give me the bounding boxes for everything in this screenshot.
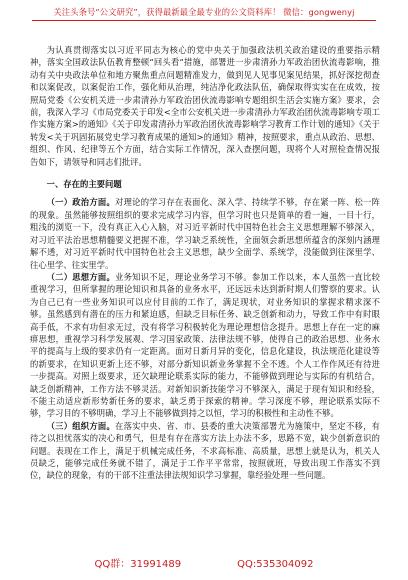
item-label: （二）思想方面。 [46, 271, 116, 282]
item-label: （一）政治方面。 [46, 197, 116, 208]
item-text: 业务知识不足，理论业务学习不够。参加工作以来，本人虽然一直比较重视学习，但所掌握的理论知识和具备的业务水平，还远远未达到新时期人们警察的要求。认为自己已有一些业务知识可以应付目前的工作了，满足现状，对业务知识的掌握求精求深不够。虽然感到有潜在的压力和紧迫感，但缺乏目标任务、缺乏创新和动力，导致工作中有时眼高手低，不求有功但求无过，没有将学习积极转化为理论理想信念提升。思想上存在一定的麻痹思想，重视学习科学发展观、学习国家政策、法律法规不够，使得自己的政治思想、业务水平的提高与上级的要求仍有一定距离。面对日新月异的变化，信息化建设，执法规范化建设等的新要求，在知识更新上还不够，对部分新知识新业务掌握不全不透。个人工作作风还有待进一步提高。对照上级要求，还欠缺理论联系实际的能力，不能够做到理论与实际的有机结合，缺乏创新精神，工作方法不够灵活。对新知识新技能学习不够深入，满足于现有知识和经验，不能主动适应新形势新任务的要求，缺乏勇于探索的精神。学习深度不够，理论联系实际不够，学习目的不够明确，学习上不能够做到持之以恒，学习的积极性和主动性不够。 [30, 271, 380, 419]
top-banner [0, 6, 408, 34]
banner-divider [32, 20, 376, 21]
item-organization [30, 420, 380, 482]
section-heading: 一、存在的主要问题 [46, 179, 122, 190]
item-text: 对理论的学习存在表面化、深入学、持续学不够，存在紧一阵、松一阵的现象。虽然能够按照组织的要求完成学习内容，但学习时也只是简单的看一遍，一目十行，粗浅的浏览一下，没有真正入心入脑，对习近平新时代中国特色社会主义思想理解不够深入，对习近平法治思想精髓要义把握不准，学习缺乏系统性，全面领会新思想所蕴含的深刻内涵理解不透，对习近平新时代中国特色社会主义思想，缺少全面学、系统学，没能做到往深里学、往心里学、往实里学。 [30, 197, 380, 270]
footer-contacts [0, 555, 408, 570]
item-political [30, 196, 380, 270]
intro-paragraph: 为认真贯彻落实以习近平同志为核心的党中央关于加强政法机关政治建设的重要指示精神，落实全国政法队伍教育整顿“回头看”措施，部署进一步肃清孙力军政治团伙流毒影响，推动有关中央政法单位和地方聚焦重点问题精准发力，做到见人见事见案见结果，抓好深挖彻查和以案促改，以案促治工作，强化师从治理，纯洁净化政法队伍，确保取得实实在在成效，按照局党委《公安机关进一步肃清孙力军政治团伙流毒影响专题组织生活会实施方案》要求，会前，我深入学习《市局党委关于印发<全市公安机关进一步肃清孙力军政治团伙流毒影响专项工作实施方案>的通知》《关于印发肃清孙力军政治团伙流毒影响学习教育工作计划的通知》《关于转发<关于巩固拓展党史学习教育成果的通知>的通知》精神，按照要求，重点从政治、思想、组织、作风、纪律等五个方面，结合实际工作情况，深入查摆问题，现将个人对照检查情况报告如下，请领导和同志们批评。 [30, 45, 380, 167]
item-label: （三）组织方面。 [46, 420, 116, 431]
footer-qq-number: QQ:535304092 [237, 559, 314, 570]
item-text: 在落实中央、省、市、县委的重大决策部署尤为施策中，坚定不移，有待之以担忧落实的决心和勇气，但是有存在落实方法上办法不多，思路不宽，缺少创新意识的问题。表现在工作上，满足于机械完成任务，不求高标准、高质量，思想上就是认为，机关人员缺乏，能够完成任务就不错了，满足于工作平平常常，按照就班，导致出现工作落实不到位，缺位的现象，有的干部不注重法律法规知识学习掌握，靠经验处理一些问题。 [30, 420, 380, 481]
footer-qq-group: QQ群：31991489 [94, 559, 182, 570]
banner-text: 关注头条号“公文研究”，获得最新最全最专业的公文资料库！ 微信：gongwenyj [53, 7, 355, 17]
item-thought [30, 271, 380, 420]
document-body [30, 44, 380, 482]
